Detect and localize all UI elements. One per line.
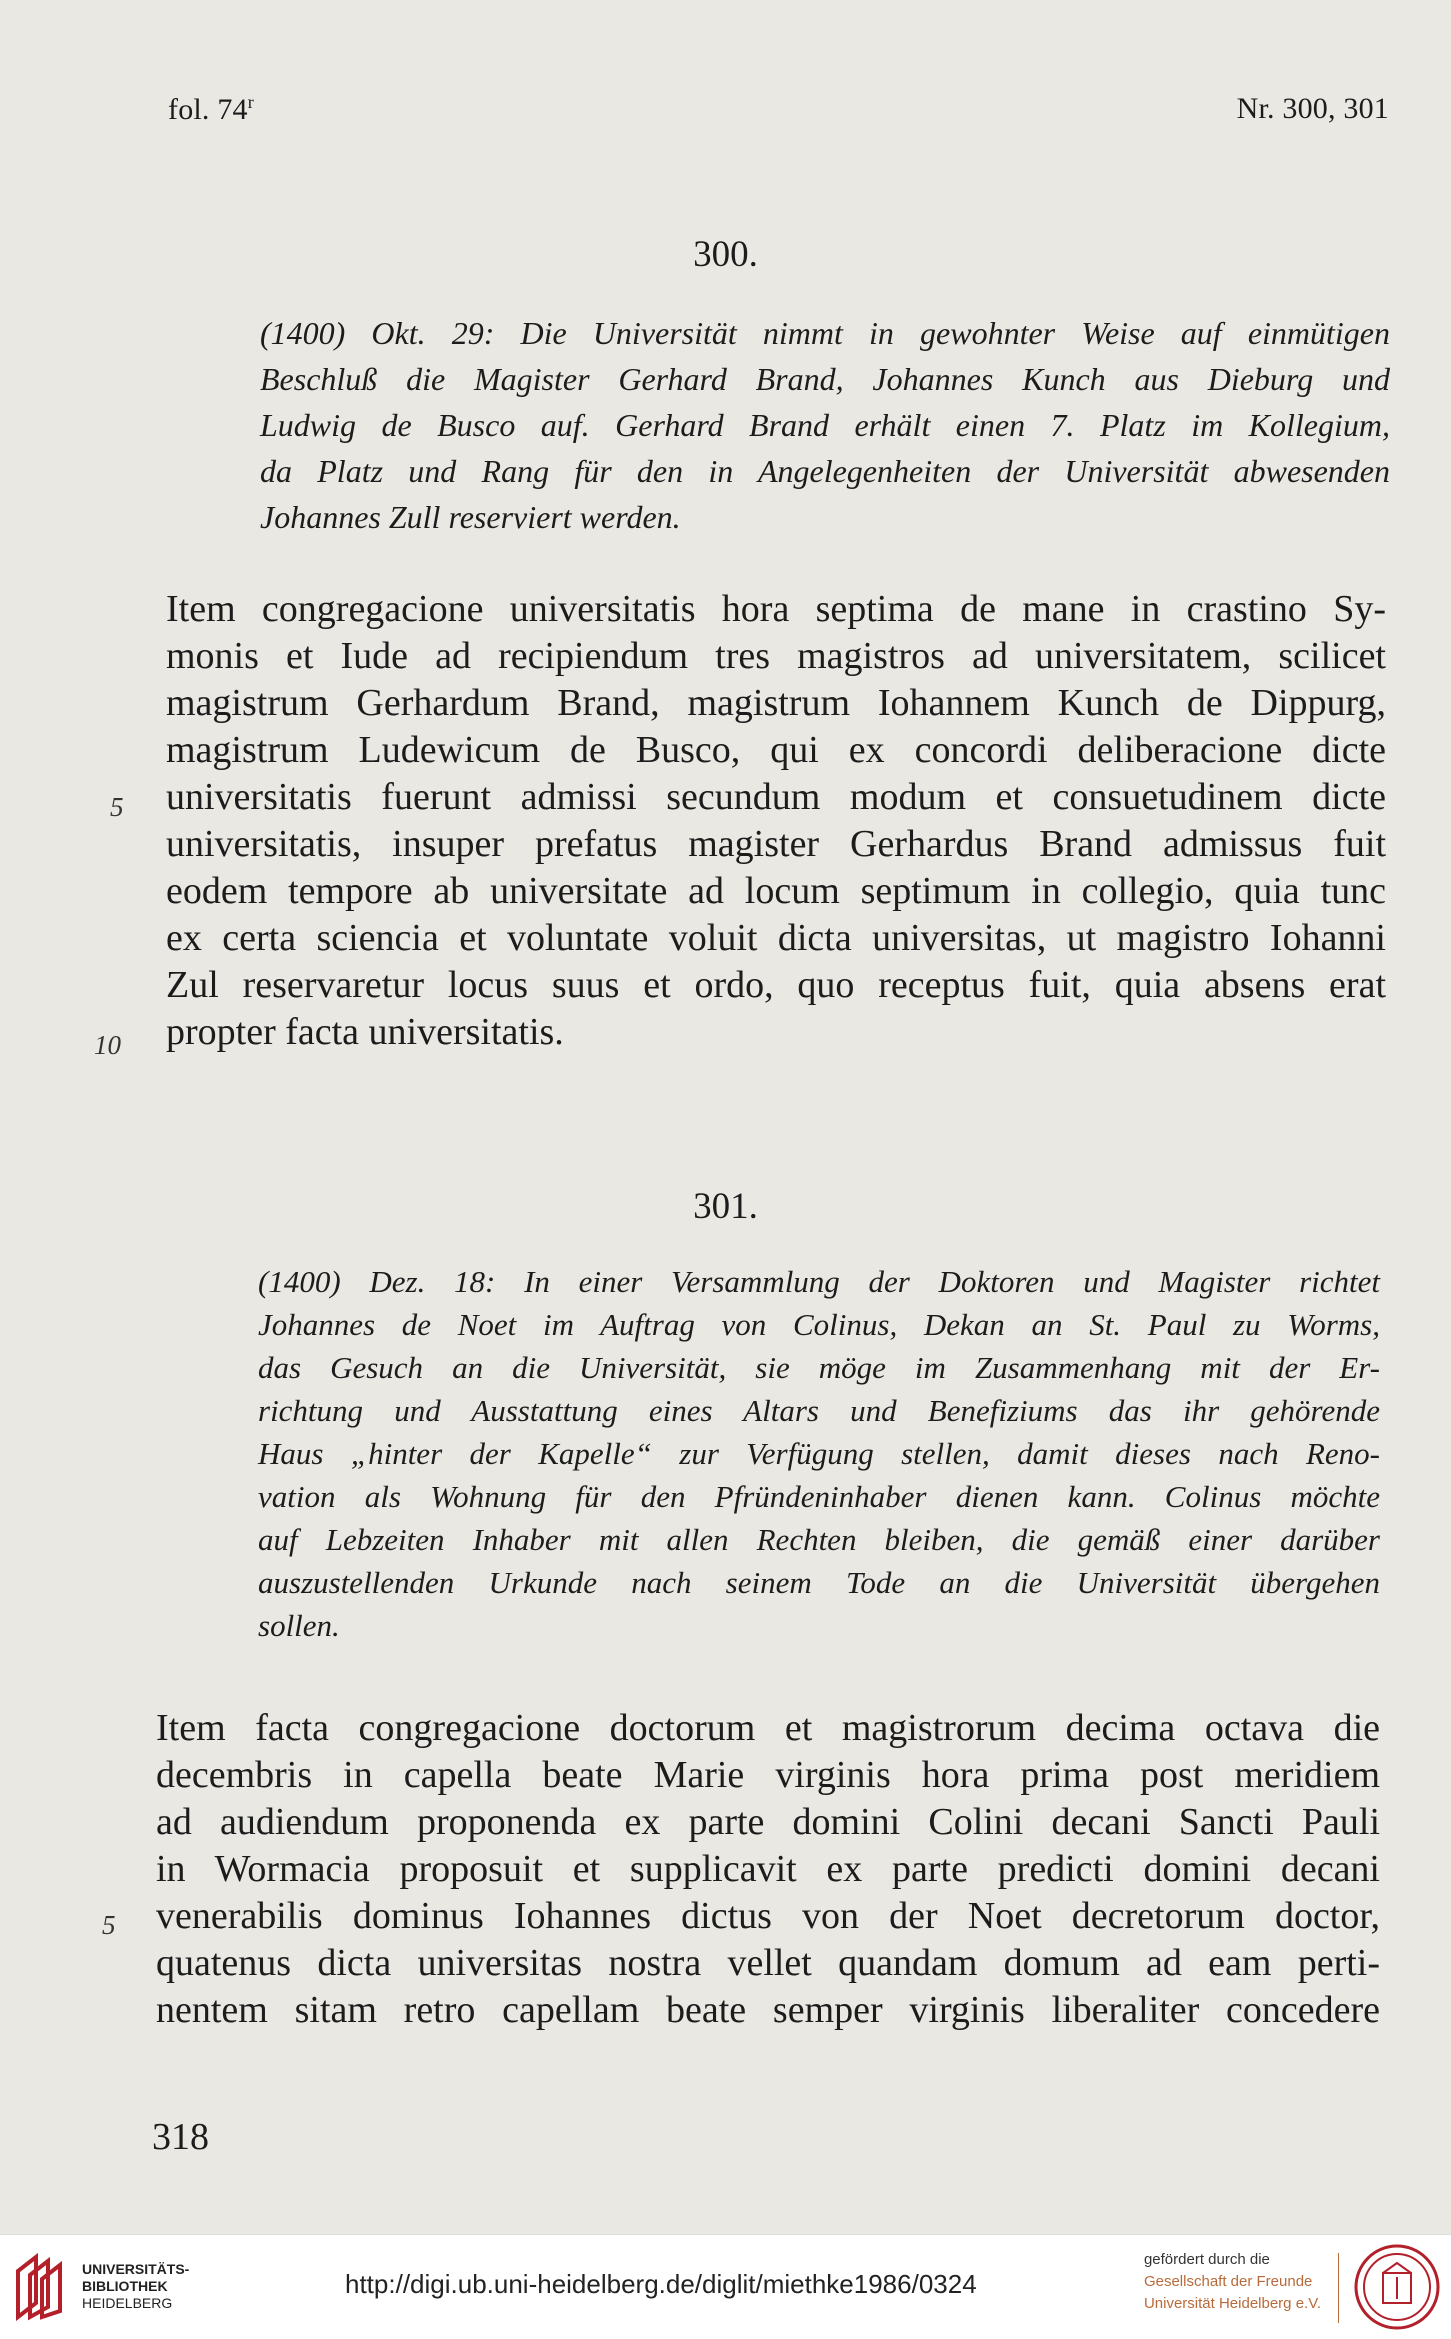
summary-line: vation als Wohnung für den Pfründeninhaber dienen kann. Colinus möchte [258,1479,1380,1514]
document-301-summary [258,1260,1380,1647]
summary-line: (1400) Dez. 18: In einer Versammlung der Doktoren und Magister richtet [258,1264,1380,1299]
text-line: nentem sitam retro capellam beate semper virginis liberaliter concedere [156,1989,1380,2031]
document-301-text [156,1705,1380,2034]
summary-line: Johannes de Noet im Auftrag von Colinus, Dekan an St. Paul zu Worms, [258,1307,1380,1342]
text-line: propter facta universitatis. [166,1011,564,1053]
summary-line: Haus „hinter der Kapelle“ zur Verfügung stellen, damit dieses nach Reno- [258,1436,1380,1471]
summary-line: auszustellenden Urkunde nach seinem Tode an die Universität übergehen [258,1565,1380,1600]
document-300-text [166,586,1386,1056]
line-number: 5 [110,792,124,822]
text-line: universitatis, insuper prefatus magister Gerhardus Brand admissus fuit [166,823,1386,865]
line-number: 10 [94,1030,121,1060]
summary-line: da Platz und Rang für den in Angelegenheiten der Universität abwesenden [260,453,1390,489]
summary-line: Beschluß die Magister Gerhard Brand, Johannes Kunch aus Dieburg und [260,361,1390,397]
document-301-number: 301. [693,1186,758,1227]
document-number-header: Nr. 300, 301 [1236,92,1389,125]
summary-line: (1400) Okt. 29: Die Universität nimmt in gewohnter Weise auf einmütigen [260,315,1390,351]
text-line: ad audiendum proponenda ex parte domini Colini decani Sancti Pauli [156,1801,1380,1843]
library-logo-icon[interactable] [14,2251,72,2321]
text-line: universitatis fuerunt admissi secundum modum et consuetudinem dicte [166,776,1386,818]
summary-line: auf Lebzeiten Inhaber mit allen Rechten bleiben, die gemäß einer darüber [258,1522,1380,1557]
summary-line: sollen. [258,1608,340,1643]
summary-line: richtung und Ausstattung eines Altars und Benefiziums das ihr gehörende [258,1393,1380,1428]
text-line: ex certa sciencia et voluntate voluit dicta universitas, ut magistro Iohanni [166,917,1386,959]
sponsor-note: gefördert durch die Gesellschaft der Freunde Universität Heidelberg e.V. [1143,2251,1321,2312]
permalink-url[interactable]: http://digi.ub.uni-heidelberg.de/diglit/miethke1986/0324 [345,2269,977,2299]
document-300-summary [260,310,1390,540]
summary-line: Ludwig de Busco auf. Gerhard Brand erhält einen 7. Platz im Kollegium, [260,407,1390,443]
page-number: 318 [152,2116,209,2158]
summary-line: Johannes Zull reserviert werden. [260,499,681,535]
library-name: UNIVERSITÄTS- BIBLIOTHEK HEIDELBERG [82,2261,190,2311]
text-line: decembris in capella beate Marie virginis hora prima post meridiem [156,1754,1380,1796]
text-line: monis et Iude ad recipiendum tres magistros ad universitatem, scilicet [166,635,1386,677]
text-line: Item facta congregacione doctorum et magistrorum decima octava die [156,1707,1380,1749]
text-line: magistrum Ludewicum de Busco, qui ex concordi deliberacione dicte [166,729,1386,771]
text-line: quatenus dicta universitas nostra vellet quandam domum ad eam perti- [156,1942,1380,1984]
line-number: 5 [102,1910,116,1940]
document-300-number: 300. [693,234,758,275]
folio-header: fol. 74$^r$ [168,92,254,126]
text-line: Item congregacione universitatis hora septima de mane in crastino Sy- [166,588,1386,630]
text-line: in Wormacia proposuit et supplicavit ex parte predicti domini decani [156,1848,1380,1890]
text-line: magistrum Gerhardum Brand, magistrum Iohannem Kunch de Dippurg, [166,682,1386,724]
text-line: Zul reservaretur locus suus et ordo, quo receptus fuit, quia absens erat [166,964,1386,1006]
text-line: venerabilis dominus Iohannes dictus von der Noet decretorum doctor, [156,1895,1380,1937]
text-line: eodem tempore ab universitate ad locum septimum in collegio, quia tunc [166,870,1386,912]
summary-line: das Gesuch an die Universität, sie möge im Zusammenhang mit der Er- [258,1350,1380,1385]
university-seal-icon[interactable] [1353,2243,1441,2331]
footer-divider [1338,2253,1339,2323]
viewer-footer [0,2234,1451,2339]
